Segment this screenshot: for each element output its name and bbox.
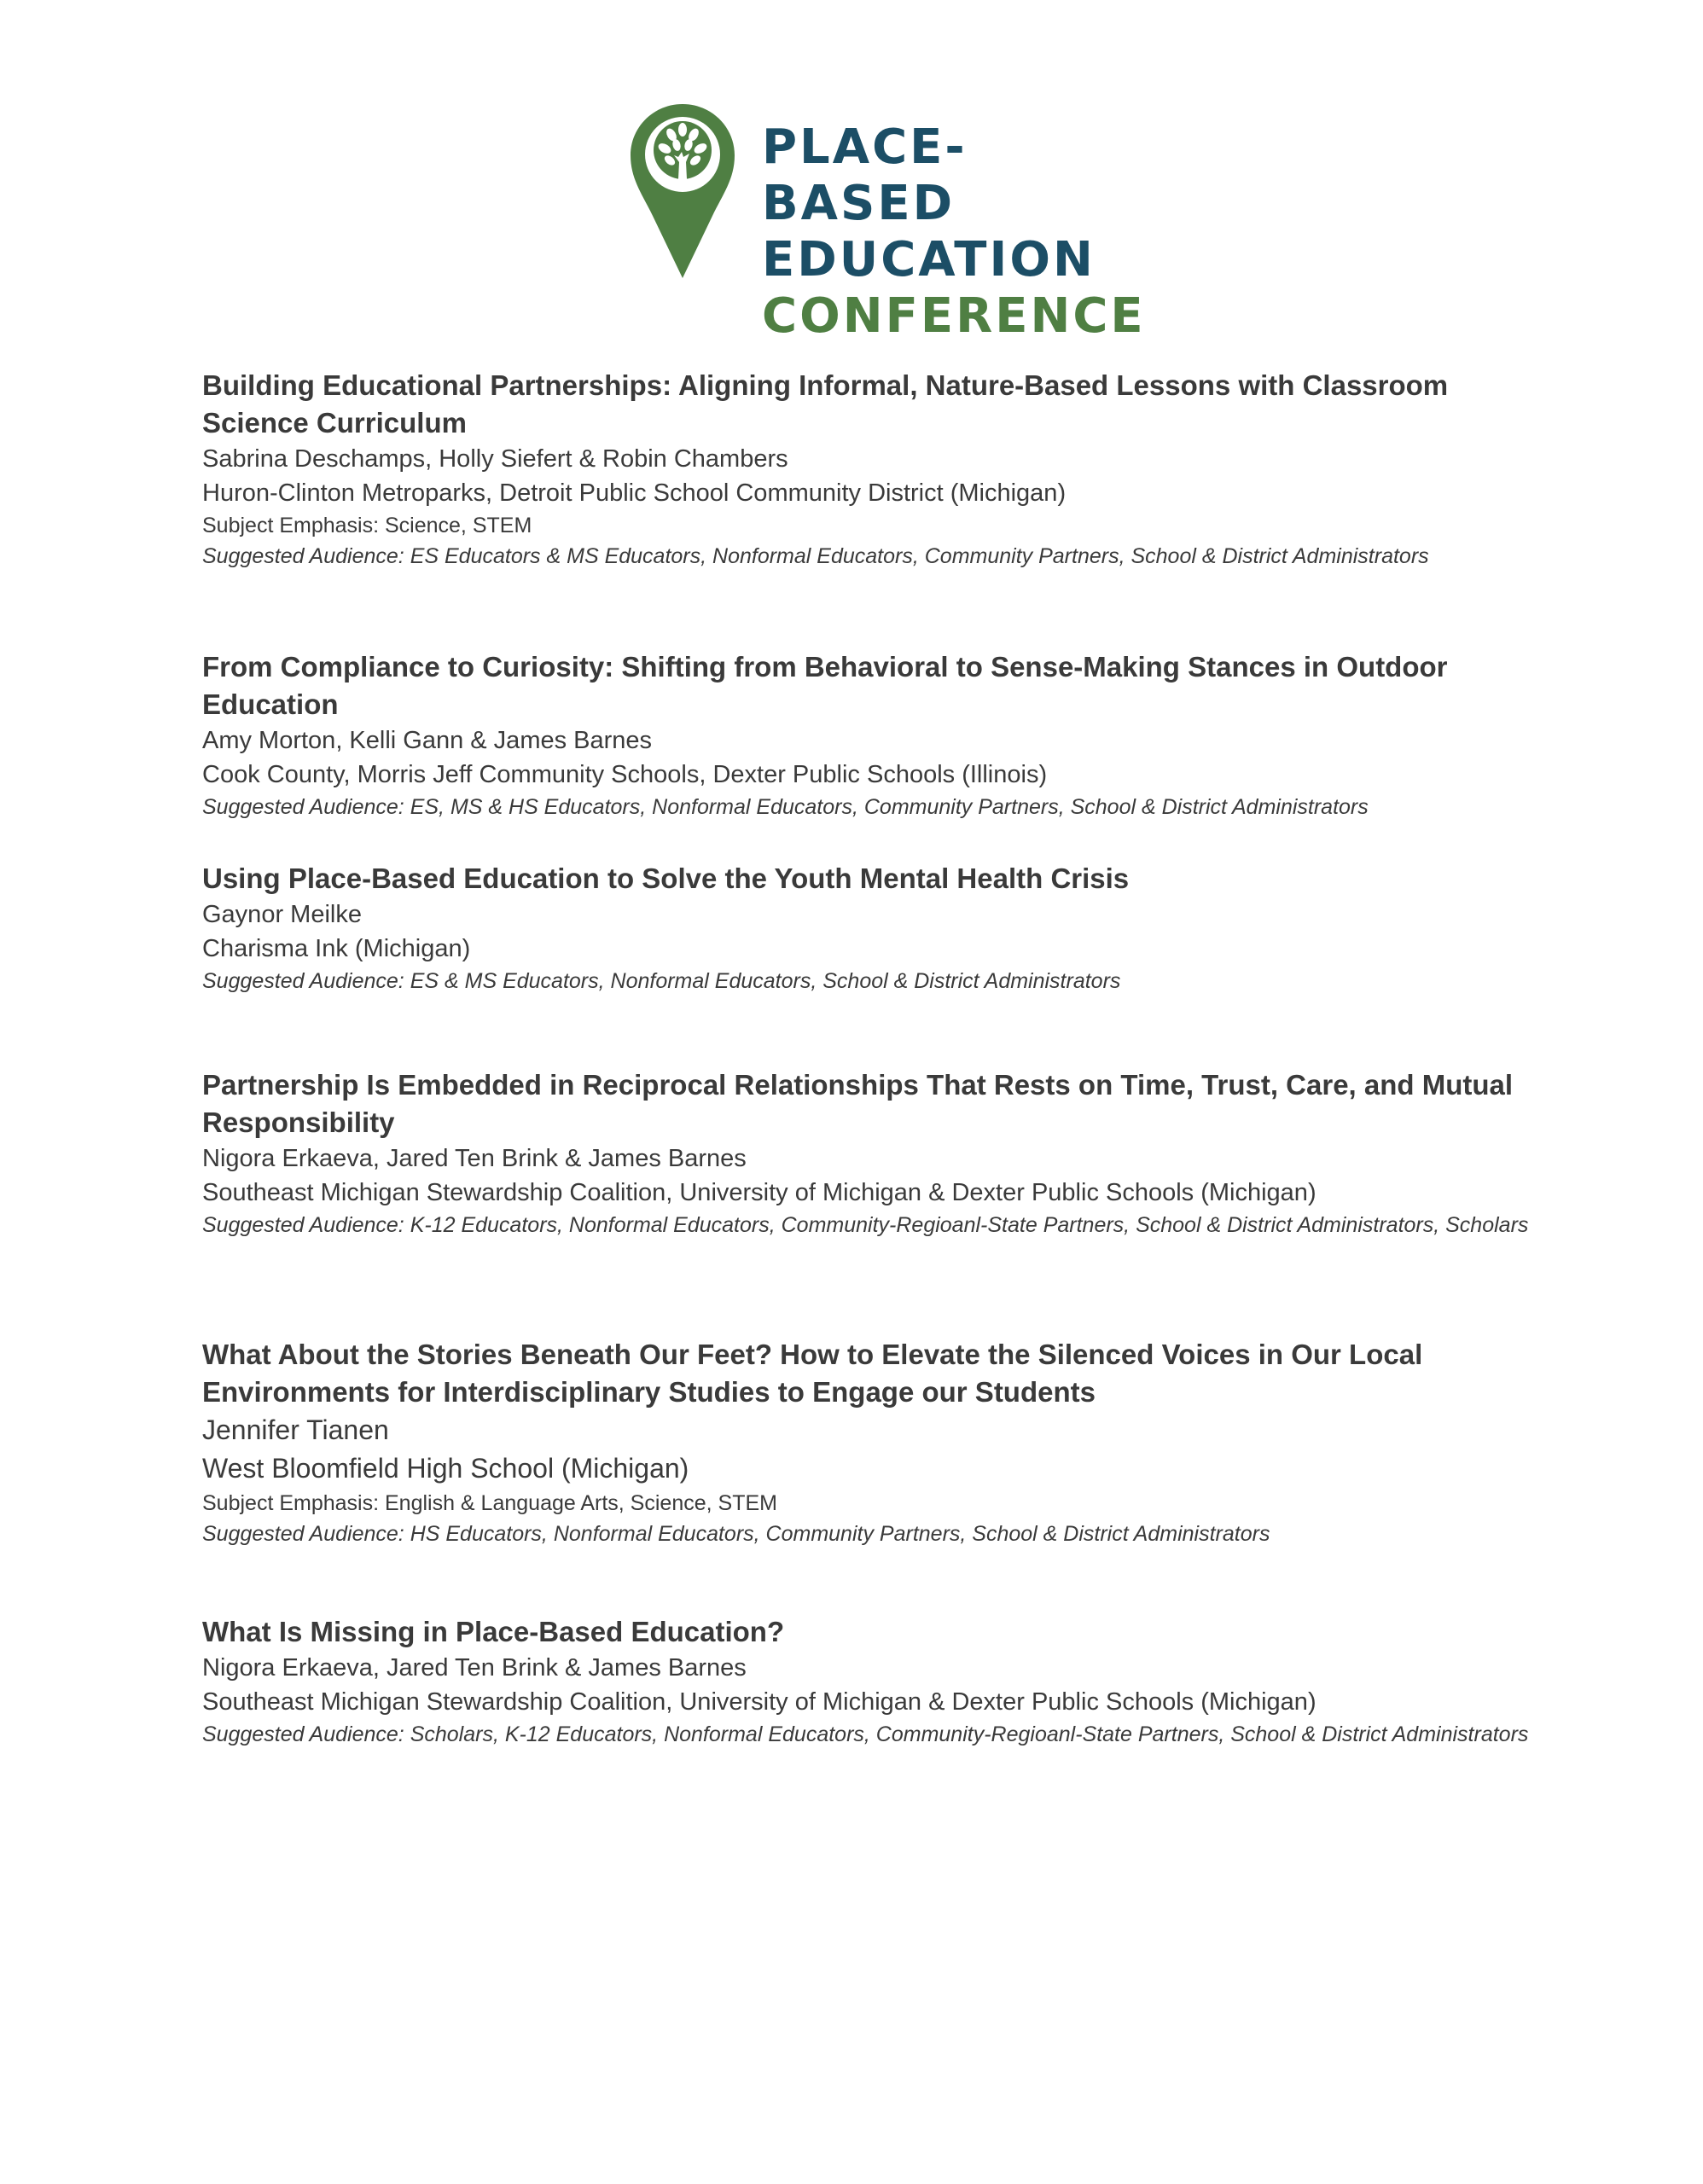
logo-line-1: PLACE-BASED	[762, 119, 968, 231]
session-title: Partnership Is Embedded in Reciprocal Relationships That Rests on Time, Trust, Care, and Mutual Responsibility	[202, 1069, 1514, 1138]
session-presenters: Gaynor Meilke	[202, 901, 362, 928]
conference-logo	[627, 101, 1146, 344]
session-entry	[202, 648, 1533, 822]
session-title: Using Place-Based Education to Solve the Youth Mental Health Crisis	[202, 863, 1130, 894]
logo-line-2: EDUCATION	[762, 232, 1096, 288]
session-organizations: Cook County, Morris Jeff Community Schools, Dexter Public Schools (Illinois)	[202, 761, 1048, 788]
session-entry	[202, 367, 1533, 572]
session-audience: Suggested Audience: ES, MS & HS Educators, Nonformal Educators, Community Partners, School & District Administrators	[202, 795, 1369, 819]
session-presenters: Amy Morton, Kelli Gann & James Barnes	[202, 727, 653, 754]
session-presenters: Nigora Erkaeva, Jared Ten Brink & James Barnes	[202, 1145, 747, 1172]
session-title: Building Educational Partnerships: Aligning Informal, Nature-Based Lessons with Classroom Science Curriculum	[202, 369, 1449, 439]
session-audience: Suggested Audience: ES & MS Educators, Nonformal Educators, School & District Administrators	[202, 969, 1121, 993]
session-title: What Is Missing in Place-Based Education?	[202, 1616, 785, 1647]
session-presenters: Jennifer Tianen	[202, 1414, 389, 1445]
session-audience: Suggested Audience: ES Educators & MS Educators, Nonformal Educators, Community Partners, School & District Administrators	[202, 544, 1429, 568]
session-subject: Subject Emphasis: English & Language Arts, Science, STEM	[202, 1491, 777, 1515]
session-organizations: Southeast Michigan Stewardship Coalition, University of Michigan & Dexter Public Schools (Michigan)	[202, 1179, 1316, 1206]
session-organizations: Charisma Ink (Michigan)	[202, 935, 471, 962]
session-organizations: Southeast Michigan Stewardship Coalition, University of Michigan & Dexter Public Schools (Michigan)	[202, 1688, 1316, 1716]
session-entry	[202, 1613, 1533, 1750]
session-title: What About the Stories Beneath Our Feet? How to Elevate the Silenced Voices in Our Local Environments for Interdisciplinary Studies to Engage our Students	[202, 1339, 1423, 1408]
session-subject: Subject Emphasis: Science, STEM	[202, 514, 532, 537]
session-presenters: Nigora Erkaeva, Jared Ten Brink & James Barnes	[202, 1654, 747, 1682]
session-entry	[202, 1336, 1533, 1549]
session-audience: Suggested Audience: Scholars, K-12 Educators, Nonformal Educators, Community-Regioanl-State Partners, School & District Administrators	[202, 1722, 1529, 1746]
session-title: From Compliance to Curiosity: Shifting from Behavioral to Sense-Making Stances in Outdoor Education	[202, 651, 1448, 720]
map-pin-tree-icon	[627, 101, 738, 280]
session-presenters: Sabrina Deschamps, Holly Siefert & Robin Chambers	[202, 445, 788, 473]
logo-line-3: CONFERENCE	[762, 288, 1146, 344]
session-entry	[202, 1066, 1533, 1240]
session-audience: Suggested Audience: HS Educators, Nonformal Educators, Community Partners, School & District Administrators	[202, 1522, 1270, 1546]
session-organizations: West Bloomfield High School (Michigan)	[202, 1453, 689, 1484]
session-audience: Suggested Audience: K-12 Educators, Nonformal Educators, Community-Regioanl-State Partners, School & District Administrators, Scholars	[202, 1213, 1529, 1237]
session-entry	[202, 860, 1533, 996]
logo-wordmark	[762, 119, 1146, 345]
session-organizations: Huron-Clinton Metroparks, Detroit Public School Community District (Michigan)	[202, 479, 1067, 507]
